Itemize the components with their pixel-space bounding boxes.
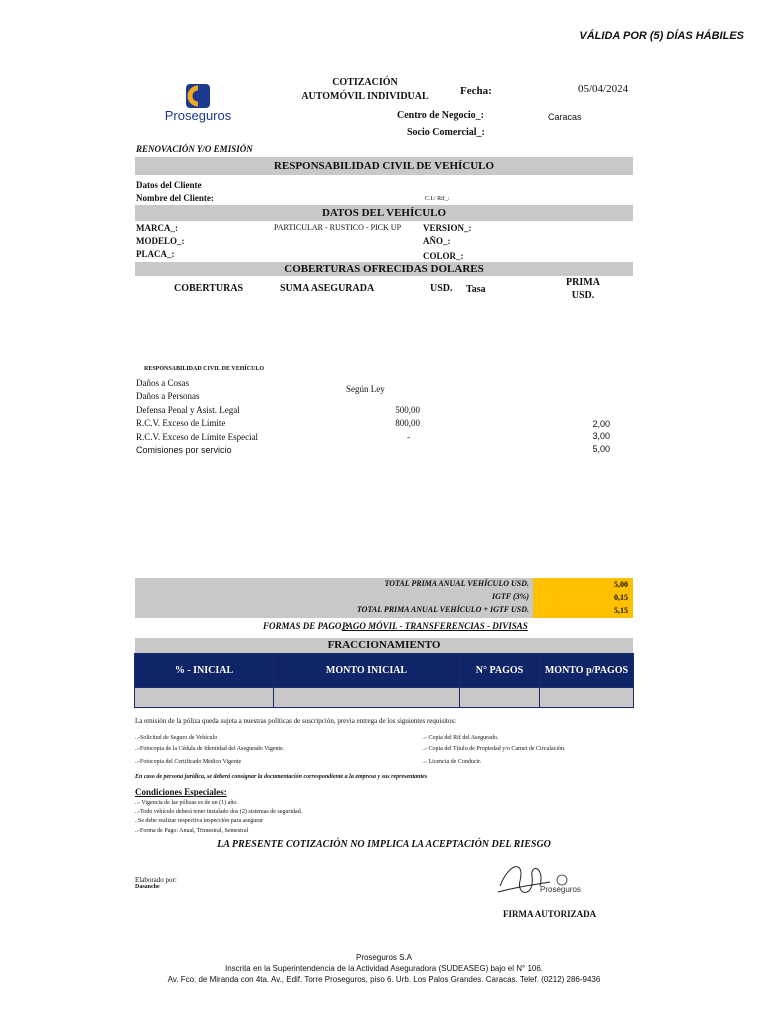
fraccionamiento-table	[134, 653, 634, 708]
requisito-item: ..-Fotocopia del Certificado Médico Vigente	[135, 759, 242, 765]
aviso-riesgo: LA PRESENTE COTIZACIÓN NO IMPLICA LA ACEPTACIÓN DEL RIESGO	[217, 839, 551, 850]
centro-negocio-value: Caracas	[548, 112, 582, 122]
cobertura-prima: 2,00	[592, 419, 610, 429]
footer-address: Av. Fco. de Miranda con 4ta. Av., Edif. Torre Proseguros, piso 6. Urb. Los Palos Grandes. Caracas. Telef. (0212) 286-9436	[167, 975, 601, 984]
cobertura-suma: 800,00	[395, 418, 420, 428]
footer-registration: Inscrita en la Superintendencia de la Actividad Aseguradora (SUDEASEG) bajo el N° 106.	[224, 964, 544, 973]
elaborado-label: Elaborado por:	[135, 876, 177, 884]
col-tasa: Tasa	[466, 284, 486, 295]
col-usd: USD.	[430, 283, 453, 294]
coberturas-section-header: COBERTURAS OFRECIDAS DOLARES	[135, 262, 633, 276]
cobertura-label: R.C.V. Exceso de Límite	[136, 418, 226, 428]
igtf-value: 0,15	[533, 591, 633, 604]
cobertura-label: Daños a Cosas	[136, 378, 189, 388]
total-prima-value: 5,00	[533, 578, 633, 591]
requisito-item: ..-Fotocopia de la Cédula de Identidad del Asegurado Vigente.	[135, 746, 285, 752]
modelo-label: MODELO_:	[136, 236, 185, 246]
cobertura-label: Comisiones por servicio	[136, 445, 232, 455]
cobertura-prima: 3,00	[592, 431, 610, 441]
formas-pago-value: PAGO MÓVIL - TRANSFERENCIAS - DIVISAS	[342, 621, 528, 631]
fecha-value: 05/04/2024	[578, 83, 629, 95]
igtf-label: IGTF (3%)	[492, 592, 529, 601]
signature-stamp	[490, 856, 590, 904]
rcv-section-header: RESPONSABILIDAD CIVIL DE VEHÍCULO	[135, 157, 633, 175]
frac-cell	[274, 688, 460, 708]
condiciones-title: Condiciones Especiales:	[135, 787, 227, 797]
cobertura-suma: 500,00	[395, 405, 420, 415]
vehiculo-tipo: PARTICULAR - RUSTICO - PICK UP	[274, 223, 402, 232]
svg-text:Proseguros: Proseguros	[540, 885, 581, 894]
marca-label: MARCA_:	[136, 223, 178, 233]
requisitos-intro: La emisión de la póliza queda sujeta a nuestras políticas de suscripción, previa entrega de los siguientes requisitos:	[135, 717, 457, 725]
formas-pago-label: FORMAS DE PAGO_:	[263, 621, 349, 631]
frac-col-inicial: % - INICIAL	[135, 654, 274, 688]
doc-title-line2: AUTOMÓVIL INDIVIDUAL	[301, 91, 429, 102]
requisito-item: ..- Copia del Título de Propiedad y/o Carnet de Circulación.	[422, 746, 566, 752]
total-igtf-value: 5,15	[533, 604, 633, 618]
renovacion-label: RENOVACIÓN Y/O EMISIÓN	[136, 144, 253, 154]
color-label: COLOR_:	[423, 251, 464, 261]
socio-comercial-label: Socio Comercial_:	[407, 127, 485, 138]
version-label: VERSION_:	[423, 223, 472, 233]
rcv-subsection-label: RESPONSABILIDAD CIVIL DE VEHÍCULO	[144, 366, 265, 372]
requisito-item: ..- Copia del Rif del Asegurado.	[422, 735, 499, 741]
frac-col-monto-pagos: MONTO p/PAGOS	[540, 654, 634, 688]
col-prima-line1: PRIMA	[566, 277, 600, 288]
firma-autorizada: FIRMA AUTORIZADA	[503, 909, 597, 919]
nombre-cliente-label: Nombre del Cliente:	[136, 193, 214, 203]
frac-col-monto-inicial: MONTO INICIAL	[274, 654, 460, 688]
logo-wordmark: Proseguros	[164, 108, 232, 123]
doc-title-line1: COTIZACIÓN	[332, 77, 398, 88]
footer-company: Proseguros S.A	[355, 953, 413, 962]
col-prima-line2: USD.	[571, 290, 595, 301]
condicion-item: ..Se debe realizar respectiva inspección para asegurar	[135, 818, 263, 824]
cobertura-label: R.C.V. Exceso de Límite Especial	[136, 432, 259, 442]
col-coberturas: COBERTURAS	[174, 283, 244, 294]
total-igtf-label: TOTAL PRIMA ANUAL VEHÍCULO + IGTF USD.	[356, 605, 529, 614]
ci-rif-label: C.I./ Rif_:	[425, 196, 450, 202]
frac-cell	[135, 688, 274, 708]
fecha-label: Fecha:	[460, 85, 492, 97]
proseguros-logo	[148, 82, 248, 127]
persona-juridica-note: En caso de persona jurídica, se deberá consignar la documentación correspondiente a la empresa y sus representantes	[135, 774, 428, 780]
col-suma-asegurada: SUMA ASEGURADA	[280, 283, 375, 294]
signature-icon	[490, 856, 590, 904]
totales-block	[135, 578, 633, 618]
segun-ley: Según Ley	[346, 384, 385, 394]
anio-label: AÑO_:	[423, 236, 451, 246]
requisito-item: ..-Solicitud de Seguro de Vehículo	[135, 735, 218, 741]
validity-note: VÁLIDA POR (5) DÍAS HÁBILES	[579, 30, 744, 42]
cobertura-label: Defensa Penal y Asist. Legal	[136, 405, 240, 415]
fraccionamiento-header: FRACCIONAMIENTO	[135, 638, 633, 653]
condicion-item: ..- Vigencia de las pólizas es de un (1) año.	[135, 800, 238, 806]
cobertura-label: Daños a Personas	[136, 391, 200, 401]
datos-cliente-label: Datos del Cliente	[136, 180, 202, 190]
frac-cell	[540, 688, 634, 708]
requisito-item: ..- Licencia de Conducir.	[422, 759, 482, 765]
frac-col-n-pagos: N° PAGOS	[460, 654, 540, 688]
condicion-item: ..-Todo vehículo deberá tener instalado dos (2) sistemas de seguridad.	[135, 809, 303, 815]
condicion-item: ..-Forma de Pago: Anual, Trimestral, Semestral	[135, 828, 249, 834]
cobertura-suma: -	[407, 432, 410, 442]
placa-label: PLACA_:	[136, 249, 175, 259]
total-prima-label: TOTAL PRIMA ANUAL VEHÍCULO USD.	[384, 579, 529, 588]
cobertura-prima: 5,00	[592, 444, 610, 454]
centro-negocio-label: Centro de Negocio_:	[397, 110, 485, 121]
vehiculo-section-header: DATOS DEL VEHÍCULO	[135, 205, 633, 221]
frac-cell	[460, 688, 540, 708]
elaborado-nombre: Dasanche	[135, 884, 160, 890]
